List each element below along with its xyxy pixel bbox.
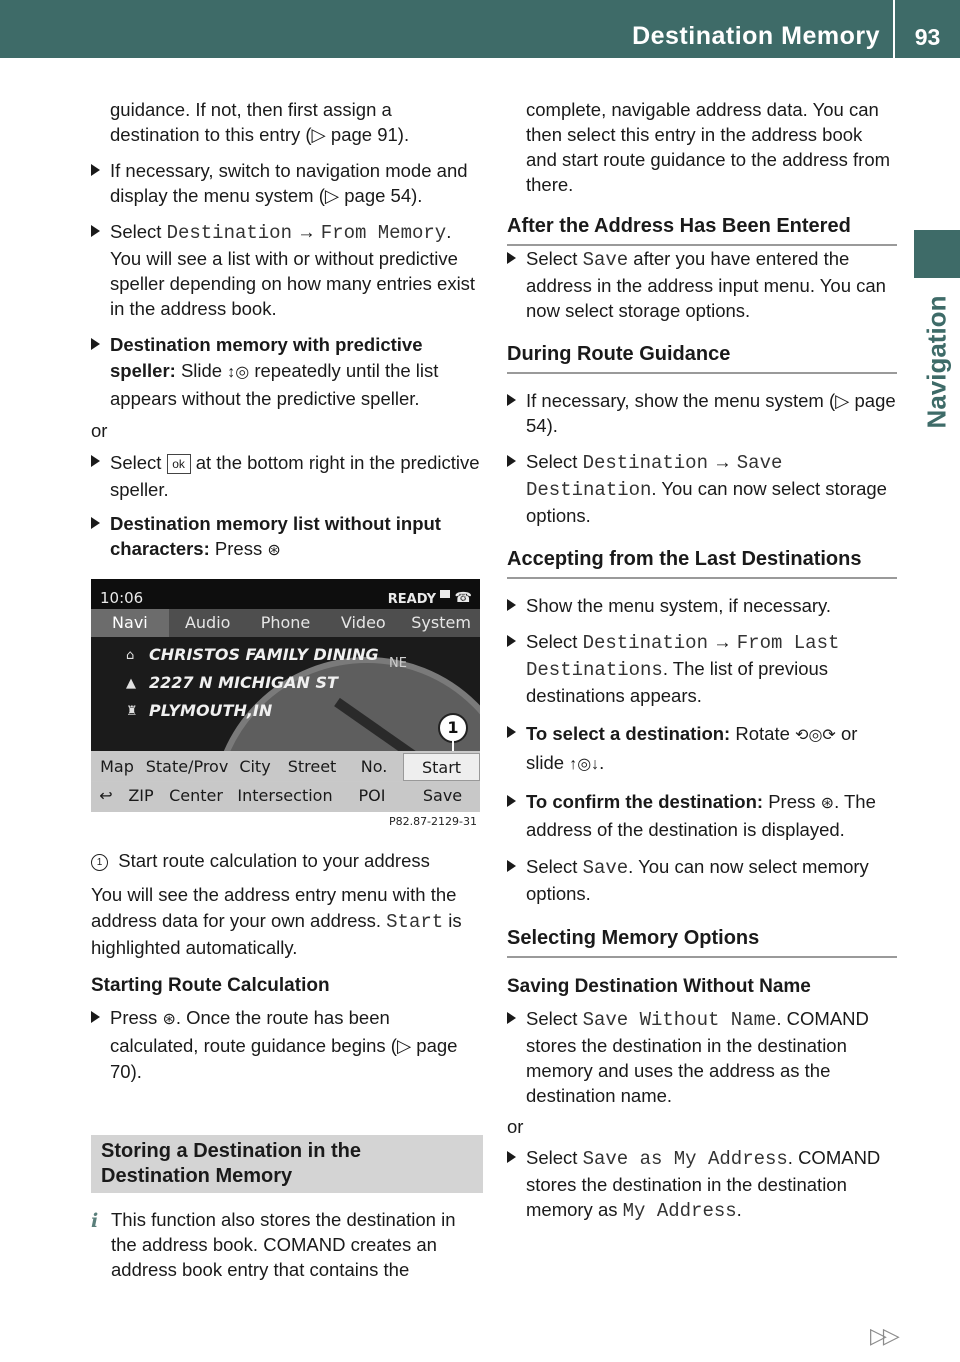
instruction-item <box>507 593 897 618</box>
instruction-text: Select <box>526 248 583 269</box>
menu-path-code: Destination <box>582 632 708 654</box>
screen-bar-item: City <box>239 757 271 776</box>
instruction-text: or slide <box>526 723 858 773</box>
subheading: Starting Route Calculation <box>91 975 330 996</box>
instruction-text: . You can now select memory options. <box>526 856 869 904</box>
bullet-arrow-icon <box>507 1012 516 1024</box>
instruction-bold: Destination memory with predictive speller: <box>110 334 423 381</box>
instruction-item <box>507 629 897 709</box>
screen-function-bar <box>91 782 480 810</box>
screen-bar-item: ZIP <box>128 786 154 805</box>
bullet-arrow-icon <box>507 635 516 647</box>
instruction-item <box>91 332 483 412</box>
section-heading: After the Address Has Been Entered <box>507 214 897 246</box>
paragraph: guidance. If not, then first assign a destination to this entry (▷ page 91). <box>110 99 410 145</box>
instruction-text: . You can now select storage options. <box>526 478 887 526</box>
continue-arrow-icon: ▷▷ <box>870 1323 896 1348</box>
instruction-item <box>507 720 897 778</box>
menu-path-code: Save Without Name <box>582 1009 777 1031</box>
menu-path-code: Save as My Address <box>582 1148 788 1170</box>
controller-press-icon: ⊛ <box>820 795 835 812</box>
controller-rotate-icon: ⟲◎⟳ <box>795 727 836 744</box>
paragraph-text: is highlighted automatically. <box>91 910 462 958</box>
instruction-text: Press <box>763 791 821 812</box>
screen-status-bar <box>91 579 480 609</box>
bullet-arrow-icon <box>91 225 100 237</box>
header-title: Destination Memory <box>632 22 880 50</box>
bullet-arrow-icon <box>91 164 100 176</box>
screen-menu-phone: Phone <box>260 613 311 632</box>
section-title-box: Storing a Destination in the Destination Memory <box>91 1135 483 1193</box>
screen-bar-item: State/Prov <box>145 757 229 776</box>
bullet-arrow-icon <box>507 795 516 807</box>
screen-bar-item: Map <box>100 757 134 776</box>
screen-address-row: 2227 N MICHIGAN ST <box>149 673 338 692</box>
bullet-arrow-icon <box>91 338 100 350</box>
bullet-arrow-icon <box>507 394 516 406</box>
bullet-arrow-icon <box>507 252 516 264</box>
instruction-item <box>507 854 897 907</box>
controller-press-icon: ⊛ <box>162 1011 176 1028</box>
menu-path-code: Save Destination <box>526 452 783 501</box>
instruction-text: If necessary, show the menu system (▷ page 54). <box>526 390 896 436</box>
instruction-text: . The list of previous destinations appears. <box>526 658 829 706</box>
or-text: or <box>507 1116 524 1137</box>
phone-icon: ☎ <box>454 590 472 606</box>
controller-slide-icon: ↑◎↓ <box>569 756 600 773</box>
instruction-text: . The address of the destination is displayed. <box>526 791 876 840</box>
info-note <box>91 1207 483 1282</box>
callout-line <box>452 741 454 751</box>
instruction-text: . <box>736 1199 742 1220</box>
compass-direction: NE <box>389 656 407 671</box>
image-code: P82.87-2129-31 <box>388 815 477 828</box>
instruction-item <box>507 449 897 529</box>
screen-bar-item: Save <box>422 786 463 805</box>
instruction-text: Press <box>209 538 268 559</box>
instruction-item <box>91 449 483 503</box>
info-icon: i <box>91 1210 99 1232</box>
screen-bar-item: POI <box>358 786 386 805</box>
screen-address-row: CHRISTOS FAMILY DINING <box>149 645 379 664</box>
screen-menu-system: System <box>411 613 471 632</box>
bullet-arrow-icon <box>507 860 516 872</box>
instruction-text: Select <box>526 1147 583 1168</box>
section-heading: During Route Guidance <box>507 342 897 374</box>
city-icon: ♜ <box>126 704 138 719</box>
instruction-item <box>91 1005 483 1085</box>
instruction-text: . You will see a list with or without predictive speller depending on how many entries exist in the address book. <box>110 221 476 319</box>
instruction-text: Slide <box>175 360 228 381</box>
instruction-item <box>507 388 897 438</box>
section-side-label: Navigation <box>921 295 952 429</box>
menu-path-code: Save <box>582 249 629 271</box>
instruction-text: Select <box>110 221 167 242</box>
instruction-item <box>507 1006 897 1108</box>
controller-slide-icon: ↕◎ <box>227 364 250 381</box>
street-icon: ▲ <box>126 676 136 691</box>
section-heading: Accepting from the Last Destinations <box>507 547 897 579</box>
instruction-text: . Once the route has been calculated, route guidance begins (▷ page 70). <box>110 1007 458 1082</box>
bullet-arrow-icon <box>91 517 100 529</box>
bullet-arrow-icon <box>91 455 100 467</box>
instruction-item <box>91 511 483 563</box>
instruction-bold: To confirm the destination: <box>526 791 764 812</box>
instruction-text: . COMAND stores the destination in the destination memory and uses the address as the destination name. <box>526 1008 869 1106</box>
screen-back-icon: ↩ <box>99 786 113 805</box>
section-heading: Selecting Memory Options <box>507 926 897 958</box>
image-caption-strip <box>91 812 483 838</box>
info-text: This function also stores the destination in the address book. COMAND creates an address book entry that contains the <box>111 1209 456 1280</box>
caption-text: Start route calculation to your address <box>118 850 430 871</box>
menu-path-code: From Memory <box>320 222 447 244</box>
instruction-text: . COMAND stores the destination in the destination memory as <box>526 1147 881 1220</box>
section-tab-marker <box>914 230 960 278</box>
instruction-text: Select <box>110 452 162 473</box>
instruction-text: Select <box>526 451 583 472</box>
screen-main-menu <box>91 609 480 637</box>
screen-bar-item: Center <box>169 786 223 805</box>
screen-bar-item: Street <box>287 757 337 776</box>
screen-start-item: Start <box>403 753 480 781</box>
subheading: Saving Destination Without Name <box>507 976 811 997</box>
arrow-text: → <box>707 631 737 652</box>
paragraph: complete, navigable address data. You can then select this entry in the address book and start route guidance to the address from there. <box>526 99 891 195</box>
instruction-text: Press <box>110 1007 163 1028</box>
instruction-item <box>91 158 483 208</box>
screen-function-bar <box>91 753 480 781</box>
screen-menu-navi: Navi <box>91 609 169 637</box>
restaurant-icon: ⌂ <box>126 648 135 663</box>
instruction-bold: To select a destination: <box>526 723 731 744</box>
instruction-text: Show the menu system, if necessary. <box>526 595 832 616</box>
bullet-arrow-icon <box>91 1011 100 1023</box>
instruction-text: Select <box>526 856 583 877</box>
instruction-bold: Destination memory list without input characters: <box>110 513 441 559</box>
instruction-text: Select <box>526 1008 583 1029</box>
instruction-item <box>91 219 483 321</box>
instruction-text: Rotate <box>730 723 796 744</box>
page-number: 93 <box>914 24 941 50</box>
screen-address-row: PLYMOUTH,IN <box>149 701 273 720</box>
bullet-arrow-icon <box>507 455 516 467</box>
bullet-arrow-icon <box>507 599 516 611</box>
screen-time: 10:06 <box>100 589 144 607</box>
controller-press-icon: ⊛ <box>267 542 281 559</box>
menu-path-code: My Address <box>622 1200 737 1222</box>
or-text: or <box>91 420 108 441</box>
instruction-text: repeatedly until the list appears without the predictive speller. <box>110 360 439 409</box>
screen-status-text: READY <box>387 592 436 607</box>
screen-address-display <box>91 637 480 751</box>
screen-menu-video: Video <box>340 613 386 632</box>
menu-path-code: Destination <box>582 452 708 474</box>
instruction-text: at the bottom right in the predictive speller. <box>110 452 480 500</box>
menu-path-code: Start <box>386 911 444 933</box>
screen-bar-item: No. <box>360 757 388 776</box>
comand-screen-image <box>91 579 480 812</box>
arrow-text: → <box>291 221 321 242</box>
callout-number-icon: 1 <box>91 854 108 871</box>
callout-marker: 1 <box>438 713 468 743</box>
arrow-text: → <box>707 451 737 472</box>
instruction-text: after you have entered the address in the address input menu. You can now select storage options. <box>526 248 886 321</box>
menu-path-code: Save <box>582 857 629 879</box>
instruction-text: . <box>599 752 605 773</box>
paragraph <box>91 882 483 961</box>
ok-key-icon: ok <box>167 454 191 474</box>
instruction-text: Select <box>526 631 583 652</box>
instruction-text: If necessary, switch to navigation mode and display the menu system (▷ page 54). <box>110 160 468 206</box>
screen-menu-audio: Audio <box>184 613 231 632</box>
menu-path-code: Destination <box>166 222 292 244</box>
bullet-arrow-icon <box>507 1151 516 1163</box>
paragraph-text: You will see the address entry menu with the address data for your own address. <box>91 884 457 931</box>
menu-path-code: From Last Destinations <box>526 632 840 681</box>
figure-caption <box>91 848 483 873</box>
instruction-item <box>507 246 897 323</box>
instruction-item <box>507 789 897 843</box>
bullet-arrow-icon <box>507 726 516 738</box>
left-column <box>91 97 483 1282</box>
page-header <box>0 0 960 58</box>
instruction-item <box>507 1145 897 1224</box>
right-column <box>507 97 897 1224</box>
screen-bar-item: Intersection <box>237 786 333 805</box>
signal-icon <box>440 590 450 598</box>
